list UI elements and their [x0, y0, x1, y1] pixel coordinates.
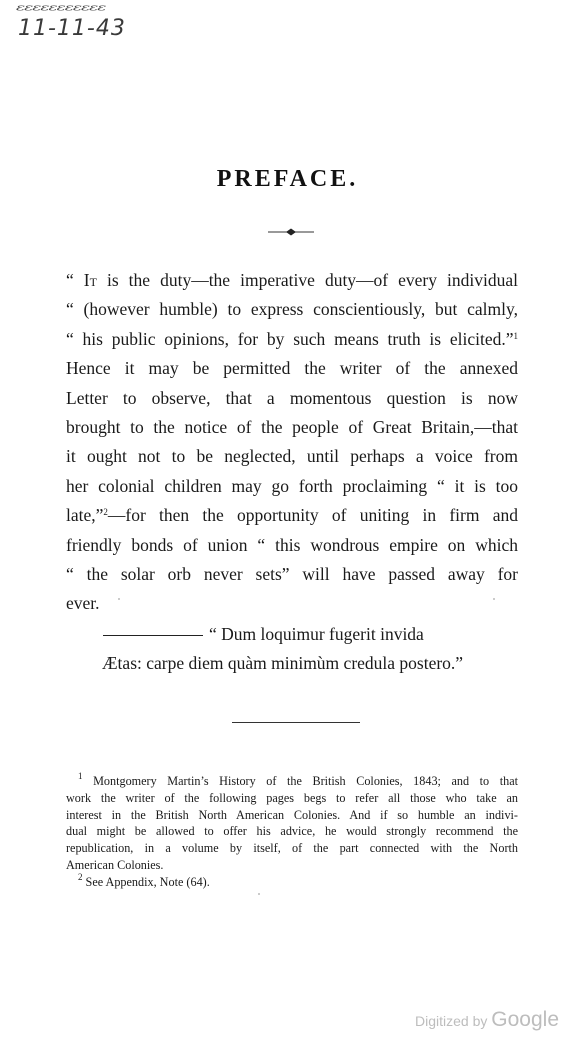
footnote-1-line: interest in the British North American Colonies. And if so humble an indivi- [66, 807, 518, 822]
paper-speck [258, 893, 260, 895]
footnote-1-line: republication, in a volume by itself, of the part connected with the North [66, 841, 518, 856]
body-line: ever. [66, 593, 100, 614]
footnote-ref-1: 1 [513, 330, 518, 341]
footnote-1-line: American Colonies. [66, 857, 164, 872]
body-line: Letter to observe, that a momentous question is now [66, 387, 518, 408]
body-line: it ought not to be neglected, until perhaps a voice from [66, 446, 518, 467]
footnote-1-line: dual might be allowed to offer his advice, he would strongly recommend the [66, 824, 518, 839]
body-line: “ his public opinions, for by such means truth is elicited.”$^1$ [66, 328, 518, 349]
quote-dash [103, 635, 203, 636]
google-logo: Google [491, 1008, 559, 1031]
stamp-date: 11-11-43 [18, 16, 126, 41]
footnote-ref-2: 2 [103, 507, 108, 518]
page-title: PREFACE. [216, 166, 359, 192]
latin-quotation [103, 620, 463, 678]
section-divider [232, 722, 360, 723]
quote-line-2: Ætas: carpe diem quàm minimùm credula postero.” [102, 653, 464, 673]
footnotes [66, 773, 518, 891]
ornament-divider-icon [268, 226, 314, 238]
body-line: late,”$^2$—for then the opportunity of uniting in firm and [66, 505, 518, 526]
body-line: friendly bonds of union “ this wondrous empire on which [66, 534, 518, 555]
body-line: brought to the notice of the people of Great Britain,—that [66, 416, 518, 437]
paper-speck [493, 598, 495, 600]
body-line: “ the solar orb never sets” will have passed away for [66, 563, 518, 584]
quote-line-1: “ Dum loquimur fugerit invida [209, 624, 424, 644]
body-line: Hence it may be permitted the writer of the annexed [66, 358, 518, 379]
footnote-1-line: work the writer of the following pages begs to refer all those who take an [66, 790, 518, 805]
body-line: “ (however humble) to express conscientiously, but calmly, [66, 299, 518, 320]
body-line: her colonial children may go forth proclaiming “ it is too [66, 475, 518, 496]
stamp-scribble: ɛɛɛɛɛɛɛɛɛɛɛ [16, 2, 106, 13]
digitized-watermark: Digitized by Google [415, 1008, 559, 1031]
footnote-1-line: $^1$ Montgomery Martin’s History of the British Colonies, 1843; and to that [78, 771, 518, 788]
body-line: “ It is the duty—the imperative duty—of every individual [66, 270, 518, 290]
paper-speck [118, 598, 120, 600]
library-stamp [14, 2, 194, 46]
preface-body [66, 266, 518, 619]
footnote-2: $^2$ See Appendix, Note (64). [78, 871, 210, 889]
